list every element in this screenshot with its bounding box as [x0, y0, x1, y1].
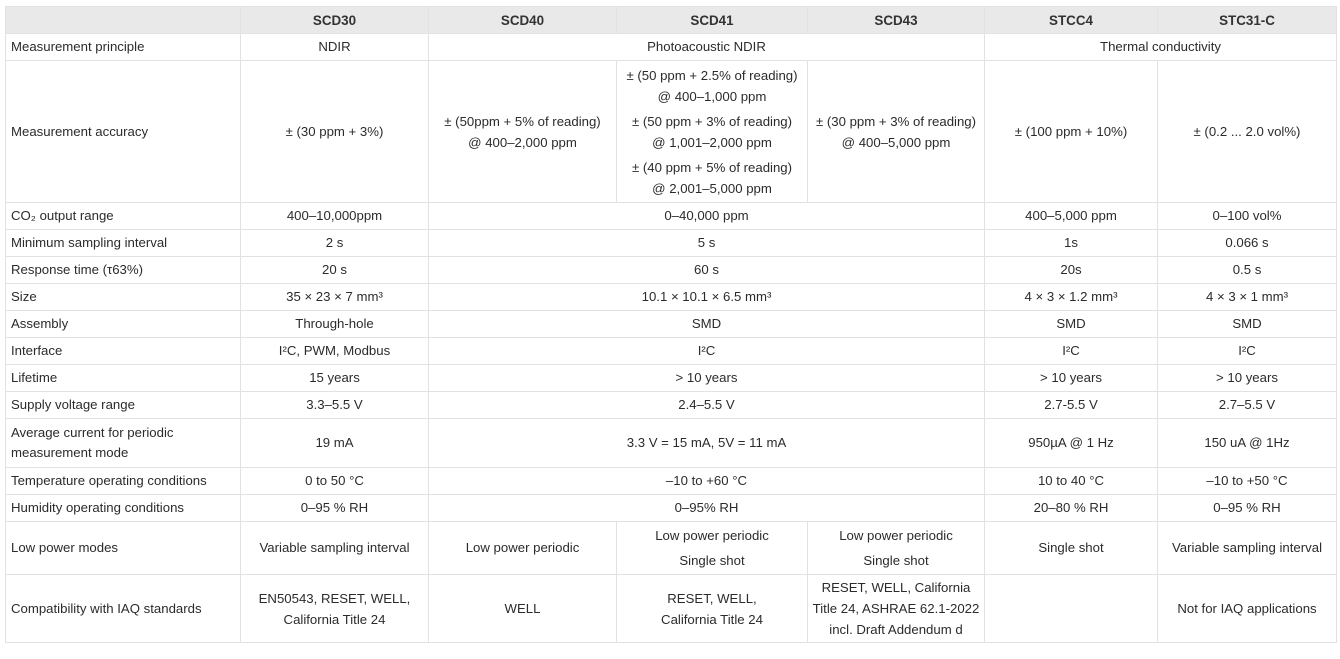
- cell-stc31-c: Variable sampling interval: [1158, 522, 1337, 575]
- row-assembly: [6, 311, 1337, 338]
- cell-line: @ 1,001–2,000 ppm: [652, 134, 772, 150]
- header-scd41: SCD41: [617, 7, 808, 34]
- header-scd40: SCD40: [429, 7, 617, 34]
- header-scd43: SCD43: [808, 7, 985, 34]
- cell-stcc4: 2.7-5.5 V: [985, 392, 1158, 419]
- row-label: Assembly: [6, 311, 241, 338]
- cell-stc31-c: 0.066 s: [1158, 230, 1337, 257]
- cell-stc31-c: 0–95 % RH: [1158, 495, 1337, 522]
- row-label: Humidity operating conditions: [6, 495, 241, 522]
- cell-scd30: [241, 575, 429, 643]
- cell-scd30: 19 mA: [241, 419, 429, 468]
- row-temperature-conditions: [6, 468, 1337, 495]
- cell-scd41: [617, 61, 808, 203]
- cell-line: EN50543, RESET, WELL,: [258, 590, 411, 606]
- cell-line: Low power periodic: [839, 528, 953, 543]
- cell-line: ± (40 ppm + 5% of reading): [631, 159, 793, 175]
- cell-scd4x: 3.3 V = 15 mA, 5V = 11 mA: [429, 419, 985, 468]
- row-iaq-compatibility: [6, 575, 1337, 643]
- cell-stc31-c: I²C: [1158, 338, 1337, 365]
- cell-scd30: 3.3–5.5 V: [241, 392, 429, 419]
- cell-stc31-c: 150 uA @ 1Hz: [1158, 419, 1337, 468]
- row-label: Lifetime: [6, 365, 241, 392]
- row-label: Response time (τ63%): [6, 257, 241, 284]
- cell-line: ± (50 ppm + 2.5% of reading): [626, 67, 798, 83]
- row-label: Size: [6, 284, 241, 311]
- cell-stcc4: 10 to 40 °C: [985, 468, 1158, 495]
- cell-line: incl. Draft Addendum d: [829, 622, 963, 637]
- cell-stc31-c: 0–100 vol%: [1158, 203, 1337, 230]
- cell-stcc4: 1s: [985, 230, 1158, 257]
- comparison-table-container: [5, 6, 1336, 643]
- cell-stc31-c: –10 to +50 °C: [1158, 468, 1337, 495]
- cell-line: California Title 24: [283, 611, 386, 627]
- cell-stc31-c: > 10 years: [1158, 365, 1337, 392]
- row-label: CO₂ output range: [6, 203, 241, 230]
- cell-scd4x: > 10 years: [429, 365, 985, 392]
- cell-scd30: NDIR: [241, 34, 429, 61]
- cell-line: Single shot: [863, 553, 929, 568]
- row-label: Measurement accuracy: [6, 61, 241, 203]
- cell-stc: Thermal conductivity: [985, 34, 1337, 61]
- cell-line: @ 2,001–5,000 ppm: [652, 180, 772, 196]
- cell-scd41: [617, 575, 808, 643]
- cell-line: @ 400–5,000 ppm: [841, 134, 951, 150]
- header-scd30: SCD30: [241, 7, 429, 34]
- row-low-power-modes: [6, 522, 1337, 575]
- row-measurement-principle: [6, 34, 1337, 61]
- cell-scd30: Through-hole: [241, 311, 429, 338]
- label-line: measurement mode: [11, 445, 129, 460]
- row-lifetime: [6, 365, 1337, 392]
- cell-scd40: WELL: [429, 575, 617, 643]
- cell-scd30: ± (30 ppm + 3%): [241, 61, 429, 203]
- cell-stcc4: 4 × 3 × 1.2 mm³: [985, 284, 1158, 311]
- row-label: Interface: [6, 338, 241, 365]
- cell-stc31-c: 4 × 3 × 1 mm³: [1158, 284, 1337, 311]
- row-co2-output-range: [6, 203, 1337, 230]
- header-row: [6, 7, 1337, 34]
- label-line: Average current for periodic: [11, 425, 174, 440]
- cell-line: @ 400–1,000 ppm: [657, 88, 767, 104]
- row-label: Temperature operating conditions: [6, 468, 241, 495]
- cell-stcc4: 950µA @ 1 Hz: [985, 419, 1158, 468]
- header-corner: [6, 7, 241, 34]
- cell-stc31-c: ± (0.2 ... 2.0 vol%): [1158, 61, 1337, 203]
- cell-stcc4: [985, 575, 1158, 643]
- row-interface: [6, 338, 1337, 365]
- row-response-time: [6, 257, 1337, 284]
- cell-stcc4: I²C: [985, 338, 1158, 365]
- row-min-sampling-interval: [6, 230, 1337, 257]
- cell-line: ± (30 ppm + 3% of reading): [815, 113, 977, 129]
- cell-scd4x: 5 s: [429, 230, 985, 257]
- cell-scd40: Low power periodic: [429, 522, 617, 575]
- cell-scd4x: 0–40,000 ppm: [429, 203, 985, 230]
- cell-scd43: [808, 61, 985, 203]
- cell-line: Title 24, ASHRAE 62.1-2022: [812, 601, 980, 616]
- cell-stc31-c: 0.5 s: [1158, 257, 1337, 284]
- cell-scd4x: I²C: [429, 338, 985, 365]
- cell-scd30: 20 s: [241, 257, 429, 284]
- cell-scd43: [808, 522, 985, 575]
- cell-stcc4: 20–80 % RH: [985, 495, 1158, 522]
- cell-scd30: 2 s: [241, 230, 429, 257]
- cell-stc31-c: SMD: [1158, 311, 1337, 338]
- cell-scd4x: Photoacoustic NDIR: [429, 34, 985, 61]
- row-label: Compatibility with IAQ standards: [6, 575, 241, 643]
- row-humidity-conditions: [6, 495, 1337, 522]
- cell-line: Single shot: [679, 553, 745, 568]
- cell-scd30: 400–10,000ppm: [241, 203, 429, 230]
- cell-scd4x: 0–95% RH: [429, 495, 985, 522]
- cell-line: ± (50ppm + 5% of reading): [444, 113, 601, 129]
- cell-scd4x: SMD: [429, 311, 985, 338]
- cell-stcc4: Single shot: [985, 522, 1158, 575]
- row-label: Low power modes: [6, 522, 241, 575]
- cell-line: @ 400–2,000 ppm: [468, 134, 577, 150]
- cell-line: ± (50 ppm + 3% of reading): [631, 113, 793, 129]
- cell-scd30: 35 × 23 × 7 mm³: [241, 284, 429, 311]
- cell-scd41: [617, 522, 808, 575]
- header-stcc4: STCC4: [985, 7, 1158, 34]
- cell-stcc4: SMD: [985, 311, 1158, 338]
- row-average-current: [6, 419, 1337, 468]
- cell-line: RESET, WELL, California: [821, 580, 971, 595]
- cell-line: California Title 24: [661, 611, 763, 627]
- row-label: Minimum sampling interval: [6, 230, 241, 257]
- cell-stcc4: 400–5,000 ppm: [985, 203, 1158, 230]
- row-label: [6, 419, 241, 468]
- cell-stcc4: 20s: [985, 257, 1158, 284]
- row-measurement-accuracy: [6, 61, 1337, 203]
- cell-stcc4: ± (100 ppm + 10%): [985, 61, 1158, 203]
- cell-scd4x: 60 s: [429, 257, 985, 284]
- cell-scd30: 0–95 % RH: [241, 495, 429, 522]
- header-stc31-c: STC31-C: [1158, 7, 1337, 34]
- cell-line: RESET, WELL,: [667, 590, 757, 606]
- row-supply-voltage: [6, 392, 1337, 419]
- cell-scd30: I²C, PWM, Modbus: [241, 338, 429, 365]
- cell-scd30: 0 to 50 °C: [241, 468, 429, 495]
- cell-stc31-c: 2.7–5.5 V: [1158, 392, 1337, 419]
- cell-scd43: [808, 575, 985, 643]
- cell-scd4x: –10 to +60 °C: [429, 468, 985, 495]
- cell-scd4x: 10.1 × 10.1 × 6.5 mm³: [429, 284, 985, 311]
- row-label: Measurement principle: [6, 34, 241, 61]
- row-label: Supply voltage range: [6, 392, 241, 419]
- cell-scd4x: 2.4–5.5 V: [429, 392, 985, 419]
- row-size: [6, 284, 1337, 311]
- cell-line: Low power periodic: [655, 528, 769, 543]
- cell-stcc4: > 10 years: [985, 365, 1158, 392]
- cell-scd40: [429, 61, 617, 203]
- cell-scd30: Variable sampling interval: [241, 522, 429, 575]
- cell-scd30: 15 years: [241, 365, 429, 392]
- sensor-comparison-table: [5, 6, 1337, 643]
- cell-stc31-c: Not for IAQ applications: [1158, 575, 1337, 643]
